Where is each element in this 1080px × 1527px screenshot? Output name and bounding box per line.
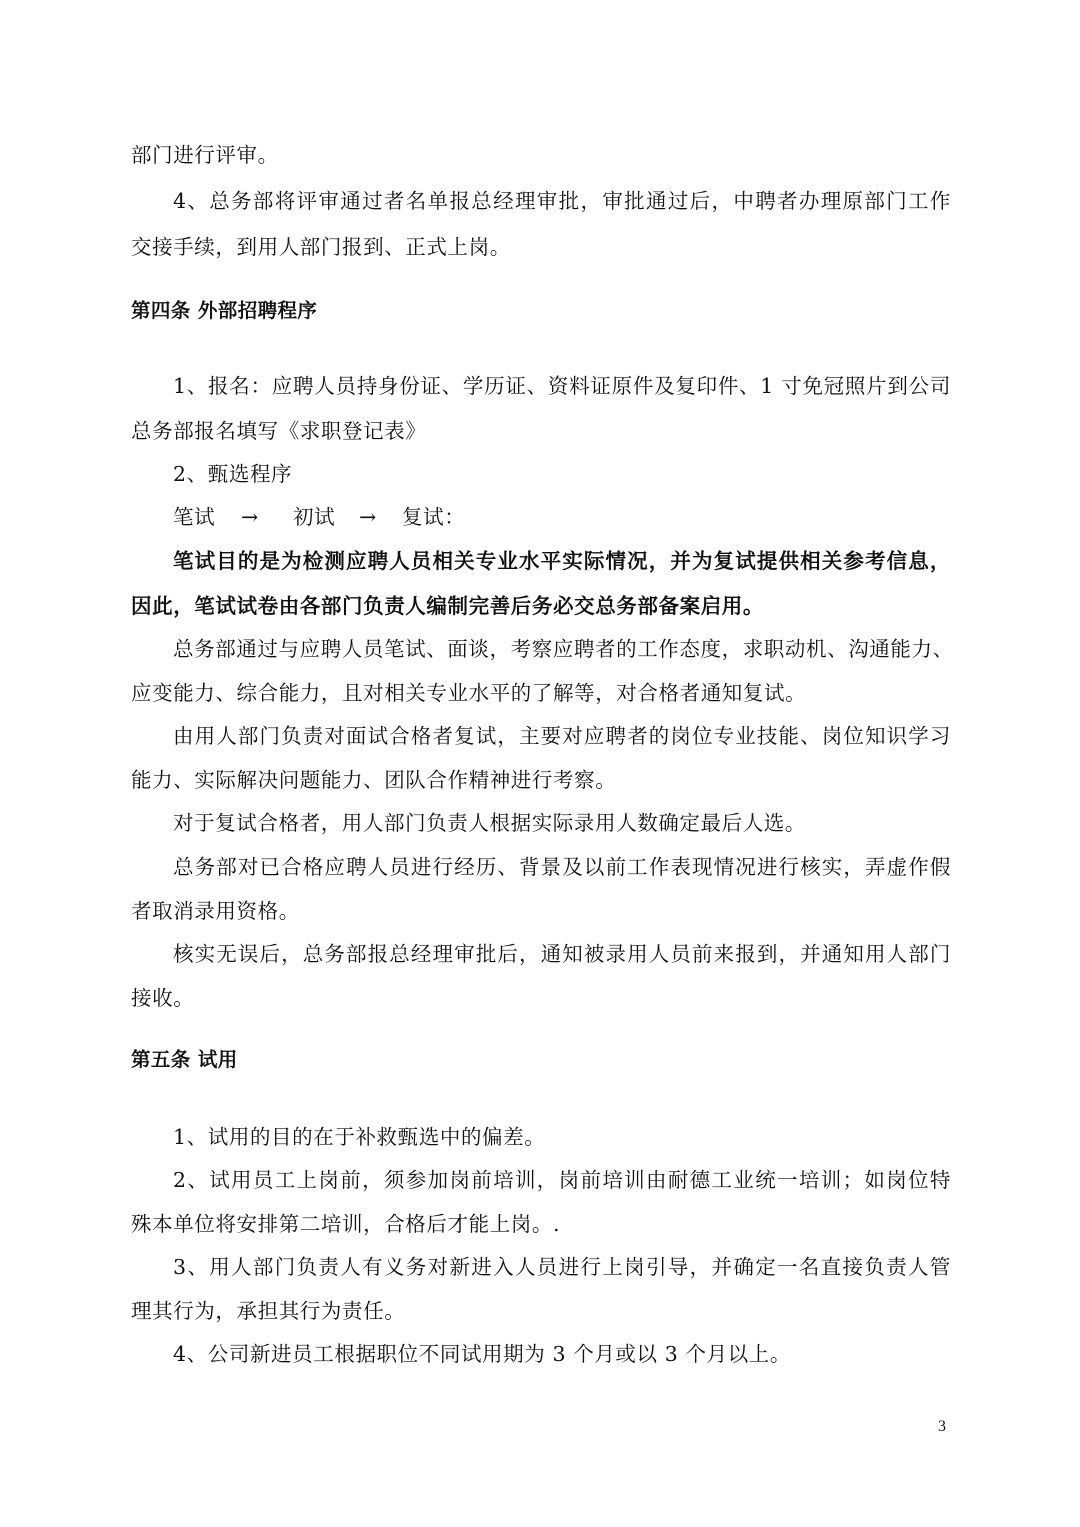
flow-arrow-icon: →: [241, 505, 259, 529]
section-5-heading: 第五条 试用: [131, 1048, 238, 1071]
section-5-item-2-line-1: 2、试用员工上岗前，须参加岗前培训，岗前培训由耐德工业统一培训；如岗位特: [173, 1168, 951, 1192]
flow-arrow-icon: →: [359, 505, 377, 529]
intro-line: 部门进行评审。: [131, 143, 279, 167]
section-5-item-3-line-2: 理其行为，承担其行为责任。: [131, 1299, 406, 1323]
section-4-item-2: 2、甄选程序: [173, 462, 293, 486]
section-5-item-1: 1、试用的目的在于补救甄选中的偏差。: [173, 1125, 546, 1149]
paragraph-4-line-1: 总务部对已合格应聘人员进行经历、背景及以前工作表现情况进行核实，弄虚作假: [173, 855, 951, 879]
section-5-item-2-line-2: 殊本单位将安排第二培训，合格后才能上岗。.: [131, 1212, 561, 1236]
section-5-item-4: 4、公司新进员工根据职位不同试用期为 3 个月或以 3 个月以上。: [173, 1342, 791, 1366]
intro-item-4-line-1: 4、总务部将评审通过者名单报总经理审批，审批通过后，中聘者办理原部门工作: [173, 189, 951, 213]
section-5-item-3-line-1: 3、用人部门负责人有义务对新进入人员进行上岗引导，并确定一名直接负责人管: [173, 1255, 951, 1279]
paragraph-4-line-2: 者取消录用资格。: [131, 899, 300, 923]
page-number: 3: [938, 1418, 946, 1435]
section-4-item-1-line-2: 总务部报名填写《求职登记表》: [131, 419, 427, 443]
paragraph-5-line-2: 接收。: [131, 986, 195, 1010]
flow-step-second-interview: 复试：: [402, 505, 466, 529]
section-4-item-1-line-1: 1、报名：应聘人员持身份证、学历证、资料证原件及复印件、1 寸免冠照片到公司: [173, 374, 951, 398]
intro-item-4-line-2: 交接手续，到用人部门报到、正式上岗。: [131, 235, 511, 259]
bold-note-line-1: 笔试目的是为检测应聘人员相关专业水平实际情况，并为复试提供相关参考信息，: [173, 549, 951, 573]
paragraph-2-line-1: 由用人部门负责对面试合格者复试，主要对应聘者的岗位专业技能、岗位知识学习: [173, 724, 951, 748]
selection-flow: [173, 503, 951, 531]
section-4-heading: 第四条 外部招聘程序: [131, 299, 318, 322]
paragraph-2-line-2: 能力、实际解决问题能力、团队合作精神进行考察。: [131, 768, 617, 792]
paragraph-1-line-2: 应变能力、综合能力，且对相关专业水平的了解等，对合格者通知复试。: [131, 681, 807, 705]
paragraph-3: 对于复试合格者，用人部门负责人根据实际录用人数确定最后人选。: [173, 811, 806, 835]
bold-note-line-2: 因此，笔试试卷由各部门负责人编制完善后务必交总务部备案启用。: [131, 594, 764, 618]
flow-step-first-interview: 初试: [293, 505, 336, 529]
paragraph-5-line-1: 核实无误后，总务部报总经理审批后，通知被录用人员前来报到，并通知用人部门: [173, 942, 951, 966]
flow-step-written-test: 笔试: [173, 505, 216, 529]
paragraph-1-line-1: 总务部通过与应聘人员笔试、面谈，考察应聘者的工作态度，求职动机、沟通能力、: [173, 637, 954, 661]
